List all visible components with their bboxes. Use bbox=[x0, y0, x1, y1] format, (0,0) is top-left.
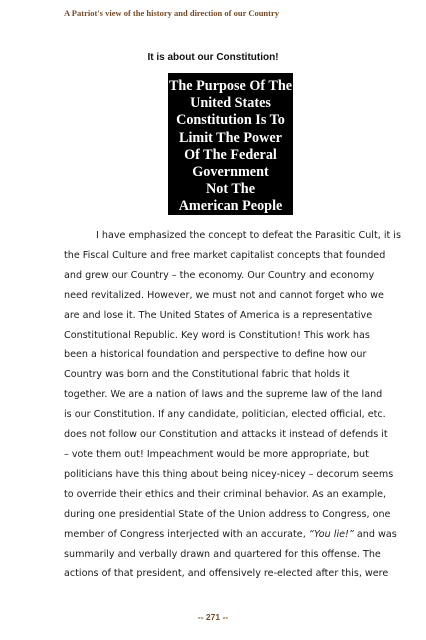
banner-line: Government bbox=[192, 164, 269, 181]
banner-line: Of The Federal bbox=[184, 146, 277, 163]
line-text: member of Congress interjected with an accurate, bbox=[64, 528, 309, 540]
paragraph-line: together. We are a nation of laws and the supreme law of the land bbox=[64, 389, 383, 401]
paragraph-line: need revitalized. However, we must not and cannot forget who we bbox=[64, 289, 384, 301]
banner-line: Not The bbox=[205, 181, 255, 198]
paragraph-line: actions of that president, and offensively re-elected after this, were bbox=[64, 568, 389, 580]
paragraph-line: is our Constitution. If any candidate, politician, elected official, etc. bbox=[64, 409, 386, 421]
banner-line: Limit The Power bbox=[179, 129, 282, 146]
paragraph-line: the Fiscal Culture and free market capitalist concepts that founded bbox=[64, 249, 386, 261]
banner-line: American People bbox=[178, 198, 283, 215]
body-paragraph bbox=[64, 226, 401, 584]
page-number: -- 271 -- bbox=[197, 612, 229, 622]
paragraph-line: are and lose it. The United States of America is a representative bbox=[64, 309, 373, 321]
constitution-purpose-banner bbox=[168, 73, 293, 215]
paragraph-line: been a historical foundation and perspective to define how our bbox=[64, 349, 367, 361]
paragraph-line bbox=[64, 525, 397, 545]
paragraph-line: and grew our Country – the economy. Our Country and economy bbox=[64, 269, 375, 281]
paragraph-line: Country was born and the Constitutional fabric that holds it bbox=[64, 369, 350, 381]
banner-line: United States bbox=[190, 95, 271, 112]
paragraph-line: politicians have this thing about being nicey-nicey – decorum seems bbox=[64, 468, 394, 480]
section-title: It is about our Constitution! bbox=[147, 52, 279, 63]
paragraph-line: Constitutional Republic. Key word is Constitution! This work has bbox=[64, 329, 370, 341]
paragraph-line: to override their ethics and their criminal behavior. As an example, bbox=[64, 488, 387, 500]
paragraph-line: does not follow our Constitution and attacks it instead of defends it bbox=[64, 429, 388, 441]
paragraph-line: – vote them out! Impeachment would be more appropriate, but bbox=[64, 448, 369, 460]
line-text: and was bbox=[353, 528, 397, 540]
paragraph-line: during one presidential State of the Union address to Congress, one bbox=[64, 508, 391, 520]
running-header: A Patriot's view of the history and direction of our Country bbox=[64, 8, 280, 18]
quote-you-lie: “You lie!” bbox=[308, 528, 354, 540]
banner-line: The Purpose Of The bbox=[168, 78, 293, 94]
paragraph-line: I have emphasized the concept to defeat the Parasitic Cult, it is bbox=[96, 230, 401, 241]
banner-line: Constitution Is To bbox=[176, 112, 285, 129]
paragraph-line: summarily and verbally drawn and quartered for this offense. The bbox=[64, 548, 381, 560]
